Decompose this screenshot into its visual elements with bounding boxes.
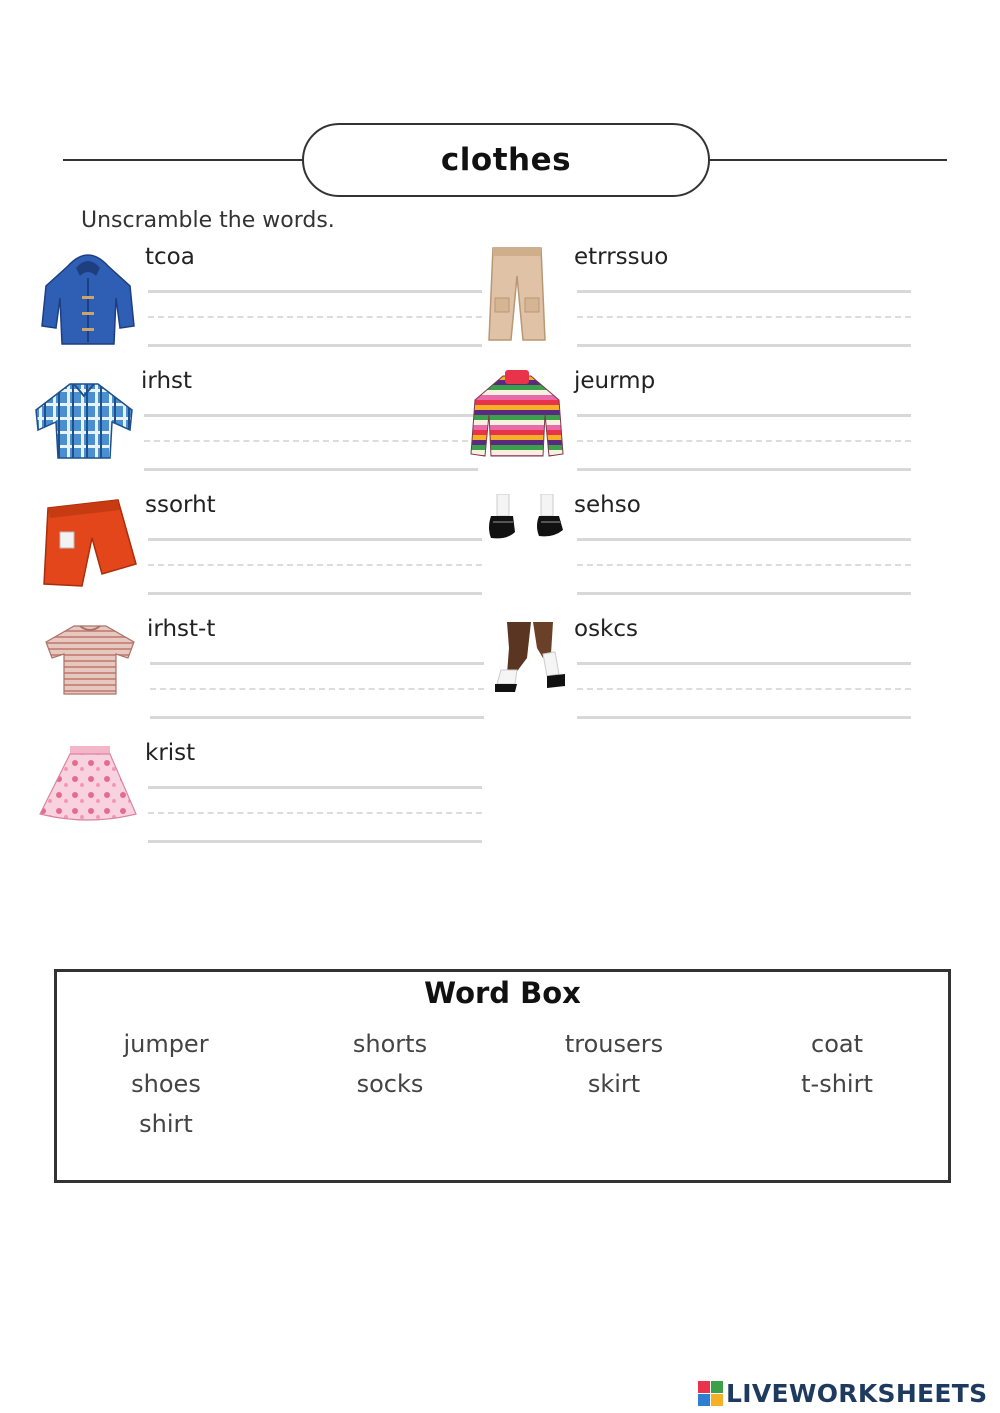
instruction-text: Unscramble the words. [81, 208, 335, 233]
coat-icon [38, 246, 138, 346]
word-box-word: skirt [587, 1070, 641, 1098]
word-box-word: jumper [123, 1030, 209, 1058]
scrambled-word: oskcs [574, 616, 639, 642]
trousers-icon [467, 246, 567, 346]
exercise-item [38, 740, 508, 858]
word-box-word: shorts [352, 1030, 428, 1058]
exercise-item [467, 368, 937, 486]
word-box [54, 969, 951, 1183]
exercise-item [467, 244, 937, 362]
exercise-item [38, 244, 508, 362]
scrambled-word: ssorht [145, 492, 216, 518]
skirt-icon [38, 742, 138, 842]
word-box-word: shoes [131, 1070, 201, 1098]
exercise-item [38, 492, 508, 610]
scrambled-word: irhst [141, 368, 193, 394]
scrambled-word: etrrssuo [574, 244, 669, 270]
title-rule-right [709, 159, 947, 161]
word-box-word: trousers [564, 1030, 664, 1058]
shoes-icon [467, 494, 567, 594]
socks-icon [467, 618, 567, 718]
exercise-item [467, 492, 937, 610]
shirt-icon [34, 370, 134, 470]
word-box-word: socks [356, 1070, 424, 1098]
jumper-icon [467, 370, 567, 470]
page-title: clothes [302, 123, 710, 197]
word-box-title: Word Box [424, 976, 581, 1010]
scrambled-word: tcoa [145, 244, 195, 270]
logo-blocks-icon [698, 1381, 723, 1406]
tshirt-icon [40, 618, 140, 718]
scrambled-word: krist [145, 740, 196, 766]
word-box-word: shirt [139, 1110, 193, 1138]
shorts-icon [38, 494, 138, 594]
scrambled-word: sehso [574, 492, 641, 518]
word-box-word: coat [811, 1030, 863, 1058]
exercise-item [467, 616, 937, 734]
word-box-word: t-shirt [801, 1070, 873, 1098]
liveworksheets-logo [698, 1378, 987, 1408]
logo-text: LIVEWORKSHEETS [726, 1378, 988, 1408]
title-rule-left [63, 159, 303, 161]
scrambled-word: irhst-t [147, 616, 216, 642]
exercise-item [40, 616, 510, 734]
exercise-item [34, 368, 504, 486]
scrambled-word: jeurmp [574, 368, 656, 394]
